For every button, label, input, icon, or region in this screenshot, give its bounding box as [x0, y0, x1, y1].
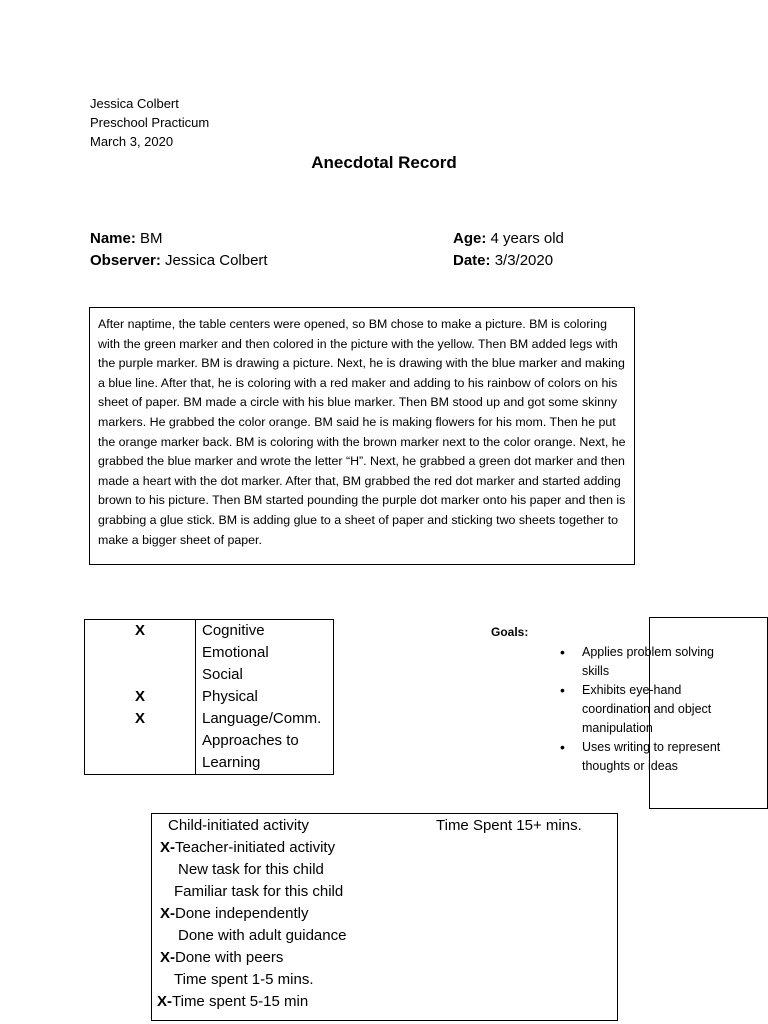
domain-mark: X [85, 708, 196, 730]
activity-line [174, 969, 314, 991]
activity-mark: X- [160, 839, 175, 856]
observer-value: Jessica Colbert [165, 252, 268, 269]
activity-line [174, 881, 343, 903]
domain-label: Learning [196, 752, 334, 775]
age-value: 4 years old [490, 230, 564, 247]
activity-text: Child-initiated activity [168, 817, 309, 834]
observer-label: Observer: [90, 252, 161, 269]
domain-row [85, 642, 334, 664]
goal-item: • Exhibits eye-hand coordination and object manipulation [556, 681, 736, 738]
observation-narrative: After naptime, the table centers were opened, so BM chose to make a picture. BM is coloring with the green marker and then colored in the picture with the yellow. Then BM added legs with the purple marker. BM is drawing a picture. Next, he is drawing with the blue marker and making a blue line. After that, he is coloring with a red maker and adding to his rainbow of colors on his sheet of paper. BM made a circle with his blue marker. Then BM stood up and got some skinny markers. He grabbed the color orange. BM said he is making flowers for his mom. Then he put the orange marker back. BM is coloring with the brown marker next to the color orange. Next, he grabbed the blue marker and wrote the letter “H”. Next, he grabbed a green dot marker and then made a heart with the dot marker. After that, BM grabbed the red dot marker and started adding brown to his picture. Then BM started pounding the purple dot marker onto his paper and then is grabbing a glue stick. BM is adding glue to a sheet of paper and sticking two sheets together to make a bigger sheet of paper. [89, 307, 635, 565]
activity-line [160, 903, 308, 925]
name-value: BM [140, 230, 163, 247]
domain-row [85, 708, 334, 730]
activity-line [160, 837, 335, 859]
domain-row [85, 730, 334, 752]
empty-text-box [649, 617, 768, 809]
domain-label: Physical [196, 686, 334, 708]
activity-text: Time spent 5-15 min [172, 993, 309, 1010]
activity-text: Done with adult guidance [178, 927, 347, 944]
name-row [90, 228, 163, 249]
domain-label: Social [196, 664, 334, 686]
activity-text: Time spent 1-5 mins. [174, 971, 314, 988]
header-date: March 3, 2020 [90, 134, 174, 149]
goal-item: • Applies problem solving skills [556, 643, 736, 681]
activity-text: Done independently [175, 905, 309, 922]
activity-mark: X- [160, 905, 175, 922]
name-label: Name: [90, 230, 136, 247]
date-label: Date: [453, 252, 491, 269]
activity-text: New task for this child [178, 861, 324, 878]
activity-line [157, 991, 308, 1013]
date-value: 3/3/2020 [494, 252, 554, 269]
domain-row [85, 752, 334, 775]
activity-line [168, 815, 309, 837]
domain-label: Emotional [196, 642, 334, 664]
time-spent: Time Spent 15+ mins. [436, 817, 582, 834]
domain-row [85, 686, 334, 708]
activity-text: Familiar task for this child [174, 883, 344, 900]
activity-text: Teacher-initiated activity [175, 839, 336, 856]
activity-box [151, 813, 618, 1021]
age-label: Age: [453, 230, 487, 247]
author-name: Jessica Colbert [90, 96, 179, 111]
domain-label: Cognitive [196, 620, 334, 643]
domain-row [85, 620, 334, 643]
domain-row [85, 664, 334, 686]
activity-line [160, 947, 283, 969]
activity-line [178, 925, 346, 947]
domain-mark [85, 730, 196, 752]
goals-label: Goals: [491, 625, 529, 639]
age-row [453, 228, 564, 249]
activity-mark: X- [160, 949, 175, 966]
domain-label: Language/Comm. [196, 708, 334, 730]
domain-checklist [84, 619, 334, 775]
activity-line [178, 859, 324, 881]
domain-mark [85, 664, 196, 686]
course-name: Preschool Practicum [90, 115, 210, 130]
activity-mark: X- [157, 993, 172, 1010]
domain-mark [85, 752, 196, 775]
domain-mark [85, 642, 196, 664]
observer-row [90, 250, 268, 271]
domain-mark: X [85, 686, 196, 708]
domain-label: Approaches to [196, 730, 334, 752]
activity-text: Done with peers [175, 949, 284, 966]
date-row [453, 250, 553, 271]
page-title: Anecdotal Record [311, 153, 457, 172]
domain-mark: X [85, 620, 196, 643]
goal-item: • Uses writing to represent thoughts or ideas [556, 738, 736, 776]
